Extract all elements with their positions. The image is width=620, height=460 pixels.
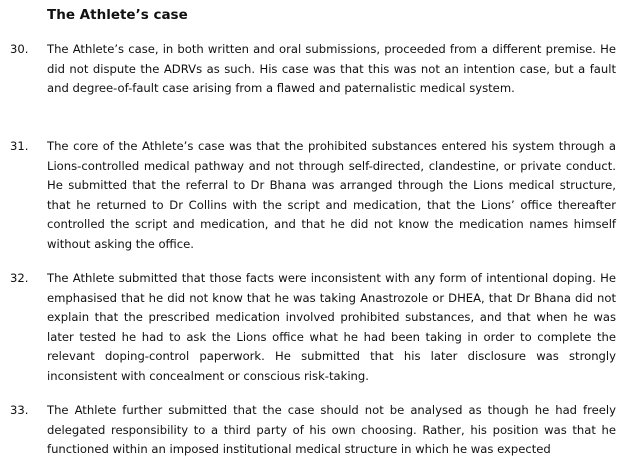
- paragraph-text: The Athlete further submitted that the case should not be analysed as though he had freely delegated responsibility to a third party of his own choosing. Rather, his position was that he functioned within an imposed institutional medical structure in which he was expected: [47, 403, 616, 457]
- paragraph-33: [10, 401, 616, 460]
- paragraph-text: The Athlete submitted that those facts were inconsistent with any form of intentional doping. He emphasised that he did not know that he was taking Anastrozole or DHEA, that Dr Bhana did not explain that the prescribed medication involved prohibited substances, and that when he was later tested he had to ask the Lions office what he had been taking in order to complete the relevant doping-control paperwork. He submitted that his later disclosure was strongly inconsistent with concealment or conscious risk-taking.: [47, 271, 616, 383]
- paragraph-number: 32.: [10, 271, 29, 285]
- paragraph-text: The Athlete’s case, in both written and oral submissions, proceeded from a different premise. He did not dispute the ADRVs as such. His case was that this was not an intention case, but a fault and degree-of-fault case arising from a flawed and paternalistic medical system.: [47, 42, 616, 96]
- paragraph-number: 33.: [10, 403, 29, 417]
- paragraph-30: [10, 40, 616, 99]
- paragraph-number: 31.: [10, 139, 29, 153]
- paragraph-text: The core of the Athlete’s case was that the prohibited substances entered his system through a Lions-controlled medical pathway and not through self-directed, clandestine, or private conduct. He submitted that the referral to Dr Bhana was arranged through the Lions medical structure, that he returned to Dr Collins with the script and medication, that the Lions’ office thereafter controlled the script and medication, and that he did not know the medication names himself without asking the office.: [47, 139, 616, 251]
- paragraph-32: [10, 269, 616, 387]
- paragraph-number: 30.: [10, 42, 29, 56]
- paragraph-31: [10, 137, 616, 255]
- section-heading: The Athlete’s case: [47, 7, 188, 23]
